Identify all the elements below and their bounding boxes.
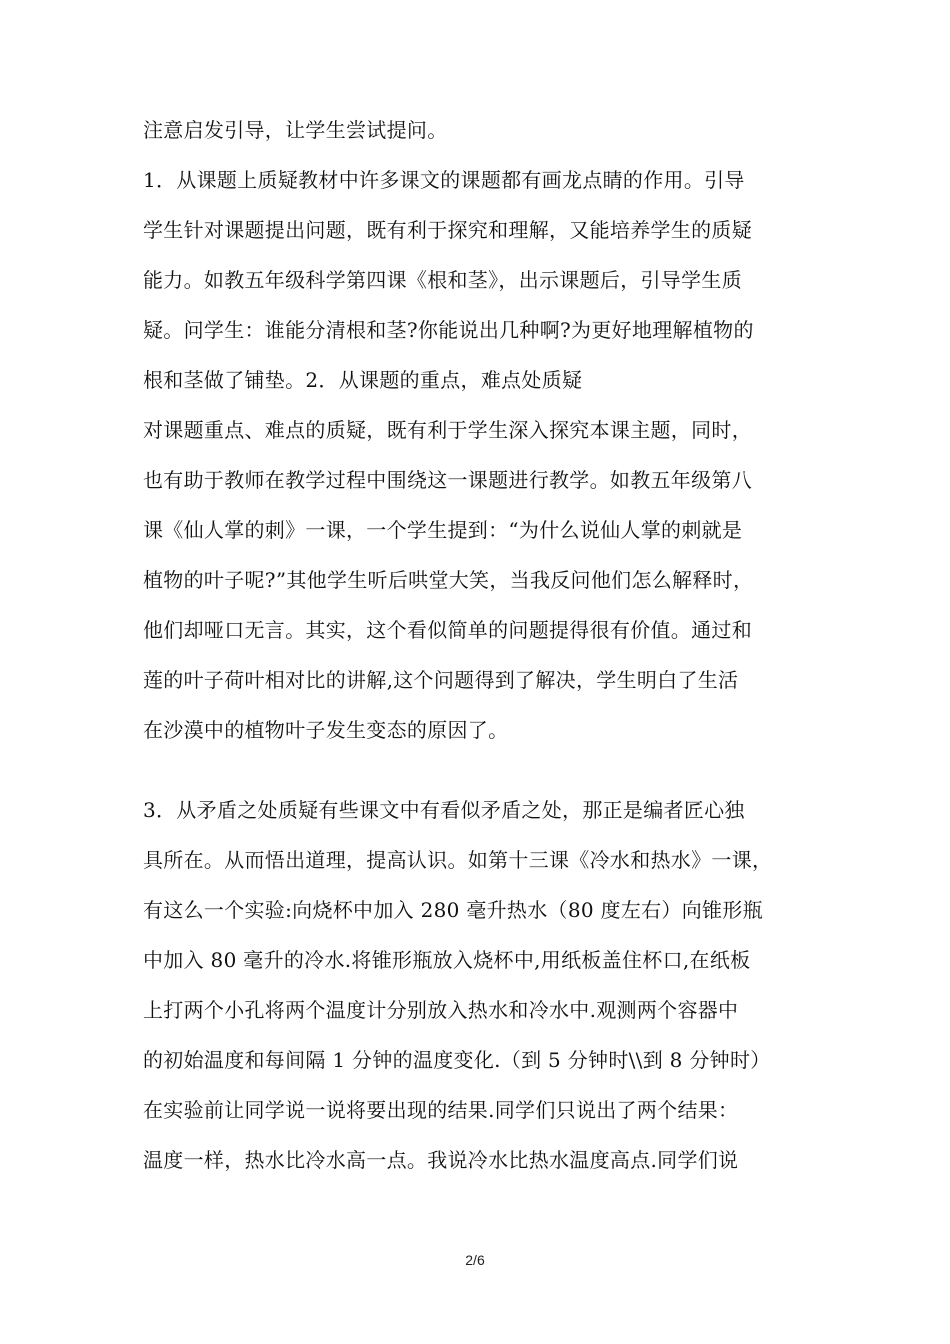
text-line: 中加入 80 毫升的冷水.将锥形瓶放入烧杯中,用纸板盖住杯口,在纸板 [143,948,751,972]
text-line: 植物的叶子呢?”其他学生听后哄堂大笑，当我反问他们怎么解释时， [143,568,754,592]
text-line: 对课题重点、难点的质疑，既有利于学生深入探究本课主题，同时， [143,418,752,442]
text-line: 根和茎做了铺垫。2．从课题的重点，难点处质疑 [143,368,583,392]
text-line: 他们却哑口无言。其实，这个看似简单的问题提得很有价值。通过和 [143,618,752,642]
text-line: 学生针对课题提出问题，既有利于探究和理解，又能培养学生的质疑 [143,218,752,242]
text-line: 课《仙人掌的刺》一课，一个学生提到：“为什么说仙人掌的刺就是 [143,518,743,542]
text-line: 有这么一个实验:向烧杯中加入 280 毫升热水（80 度左右）向锥形瓶 [143,898,763,922]
text-line: 在实验前让同学说一说将要出现的结果.同学们只说出了两个结果： [143,1098,739,1122]
text-line: 上打两个小孔将两个温度计分别放入热水和冷水中.观测两个容器中 [143,998,739,1022]
text-line: 3．从矛盾之处质疑有些课文中有看似矛盾之处，那正是编者匠心独 [143,798,745,822]
text-line: 的初始温度和每间隔 1 分钟的温度变化.（到 5 分钟时\\到 8 分钟时） [143,1048,771,1072]
text-line: 1．从课题上质疑教材中许多课文的课题都有画龙点睛的作用。引导 [143,168,745,192]
text-line: 疑。问学生：谁能分清根和茎?你能说出几种啊?为更好地理解植物的 [143,318,754,342]
text-line: 具所在。从而悟出道理，提高认识。如第十三课《冷水和热水》一课， [143,848,773,872]
text-line: 莲的叶子荷叶相对比的讲解,这个问题得到了解决，学生明白了生活 [143,668,739,692]
page-number: 2/6 [465,1252,485,1268]
text-line: 能力。如教五年级科学第四课《根和茎》，出示课题后，引导学生质 [143,268,742,292]
text-line: 也有助于教师在教学过程中围绕这一课题进行教学。如教五年级第八 [143,468,752,492]
text-line: 注意启发引导，让学生尝试提问。 [143,118,448,142]
text-line: 温度一样，热水比冷水高一点。我说冷水比热水温度高点.同学们说 [143,1148,739,1172]
text-line: 在沙漠中的植物叶子发生变态的原因了。 [143,718,509,742]
